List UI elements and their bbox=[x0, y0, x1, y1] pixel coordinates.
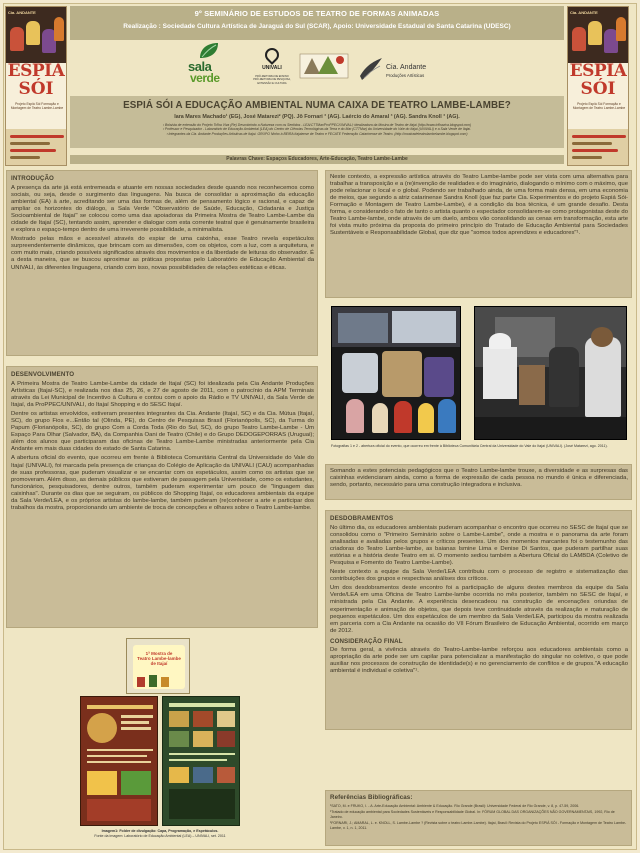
flyer-program-page bbox=[80, 696, 158, 826]
references-title: Referências Bibliográficas: bbox=[330, 794, 413, 801]
flyer-shows-page bbox=[162, 696, 240, 826]
reference-item: ¹SATO, M. e FRUKO, I. - A. Arte-Educação Ambiental: Ambiente & Educação. Rio Grande (Brasil): Universidade Federal de Rio Grande, v. 8, p. 47-59, 2006. bbox=[330, 804, 580, 808]
desdobramentos-paragraph-3: Um dos desdobramentos deste encontro foi a participação de alguns destes membros da equipe da Sala Verde/LEA em uma Oficina de Teatro Lambe-lambe ocorrida no mês posterior, também no SESC de Itajaí, e ministrada pela Cia Andante. A experiência desencadeou na construção de encenações oriundas de experimentação e animação de objetos, que depois teve continuidade através da realização e maturação de pequenos espetáculos. Um dos espetáculos de um membro da Sala Verde/LEA, participou da mostra realizada em parceria com a Cia Andante na ocasião do VII Fórum Brasileiro de Educação Ambiental, ocorrido em março de 2012. bbox=[330, 585, 628, 634]
development-paragraph-3: A abertura oficial do evento, que ocorreu em frente à Biblioteca Comunitária Central da Universidade do Vale do Itajaí (UNIVALI), foi marcada pela presença de crianças do Colégio de Aplicação da UNIVALI (CAU) acompanhadas de suas professoras, que puderam visualizar e se encantar com os espetáculos, assim como os artistas que se promoveram. Além disso, as demais públicos que estiveram de passagem pela Universidade, como os estudantes, funcionários, pesquisadores, dentre outros, também puderam experimentar um pouco de "linguagem das caixinhas". Durante os dias que se seguiram, os públicos do Shopping Itajaí, os educadores ambientais da equipe da Sala Verde/LEA, e os próprios artistas do lambe-lambe, também puderam (re)conhecer a arte e participar dos trabalhos da mostra, proporcionando um ambiente de troca de concepções e olhares sobre o Teatro Lambe-lambe. bbox=[11, 455, 314, 511]
logos-row bbox=[188, 42, 440, 90]
organization-line: Realização : Sociedade Cultura Artística de Jaraguá do Sul (SCAR), Apoio: Universidade Estadual de Santa Catarina (UDESC) bbox=[123, 23, 511, 30]
cia-andante-logo: Cia. Andante Produções Artísticas bbox=[358, 54, 438, 86]
reference-item: ¹Tratado de educação ambiental para Sociedades Sustentáveis e Responsabilidade Global. In: FÓRUM GLOBAL DAS ORGANIZAÇÕES NÃO GOVERNAMENTAIS, 1992, Rio de Janeiro. bbox=[330, 810, 615, 819]
side-poster-tagline: Projeto Espiá Sói Formação e Montagem de Teatro Lambe-Lambe bbox=[572, 102, 626, 111]
flyer-figure bbox=[76, 638, 244, 848]
desdobramentos-paragraph-2: Neste contexto a equipe da Sala Verde/LEA contribuiu com o processo de registro e sistematização das contribuições dos grupos e respectivas análises dos críticos. bbox=[330, 569, 628, 583]
development-section bbox=[6, 366, 318, 628]
intro-paragraph-1: A presença da arte já está entremeada e atuante em nossas sociedades desde quando nos reconhecemos como sociais, ou seja, desde o surgimento das linguagens. Na busca de consolidar a aproximação da educação ambiental (EA) à arte, acreditando ser uma das formas de, além de pensamento lógico e racional, e capaz de ampliar os horizontes do diálogo, a Sala Verde "Observatório de Saúde, Educação, Cidadania e Justiça Socioambiental de Itajaí" se colocou como uma das apoiadoras da Primeira Mostra de Teatro Lambe-Lambe da cidade de Itajaí (SC), tentando assim, aprender e dialogar com esta corrente teatral que é genuinamente brasileira e explora o espaço-tempo dentro de uma irreverente possibilidade, a minimalista. bbox=[11, 185, 314, 234]
flyer-title: 1ª Mostra de Teatro Lambe-lambe de Itajaí bbox=[137, 651, 181, 667]
desdobramentos-section bbox=[325, 510, 632, 730]
side-poster-title-2: SÓI bbox=[18, 79, 54, 99]
side-poster-image bbox=[6, 7, 66, 63]
diversity-section bbox=[325, 464, 632, 500]
side-poster-title-2: SÓI bbox=[580, 79, 616, 99]
photo-2 bbox=[474, 306, 627, 440]
development-paragraph-1: A Primeira Mostra de Teatro Lambe-Lambe da cidade de Itajaí (SC) foi idealizada pela Cia Andante Produções Artísticas (Itajaí-SC), e realizada nos dias 25, 26, e 27 de agosto de 2011, com o patrocínio da APM Terminais através da Lei Municipal de Incentivo à Cultura e contou com o apoio da Rádio e TV UNIVALI, da Sala Verde de Itajaí, da ProPPEC/UNIVALI, do Itajaí Shopping e do SESC Itajaí. bbox=[11, 381, 314, 409]
affiliation: ² Professor e Pesquisador - Laboratório de Educação Ambiental (LEA) do Centro de Ciências Tecnológicas da Terra e do Mar (CTTMar) da Universidade do Vale do Itajaí (UNIVALI) e a Sala Verde de Itajaí. bbox=[162, 127, 472, 132]
development-paragraph-2: Dentre os artistas envolvidos, estiveram presentes integrantes da Cia. Andante (Itajaí, SC) e da Cia. Mútua (Itajaí, SC), do grupo Fios e...Então tal (Olinda, PE), do Centro de Pesquisas Brasil (Florianópolis, SC), da Turma do Papum (Florianópolis, SC), do grupo Com a Corda Toda (Rio do Sul, SC), do grupo Teatro Lambe-Lambe - Um Espaço Para Olhar (Salvador, BA), da Companhia Oani de Teatro (Chile) e do Grupo DEDOGEPORRAS (Uruguai); além dos alunos que participaram das oficinas de Teatro Lambe-Lambe ministradas anteriormente pela Cia Andante em mais duas cidades do estado de Santa Catarina. bbox=[11, 411, 314, 453]
development-title: DESENVOLVIMENTO bbox=[11, 371, 75, 378]
keywords: Palavras Chave: Espaços Educadores, Arte-Educação, Teatro Lambe-Lambe bbox=[70, 155, 564, 164]
references-section bbox=[325, 790, 632, 846]
authors: Iara Mares Machado¹ (EG), José Matarezi² (PQ). Jô Fornari ³ (AG). Laércio do Amaral ³ (AG). Sandra Knoll ³ (AG). bbox=[174, 114, 460, 120]
seminar-title: 9º SEMINÁRIO DE ESTUDOS DE TEATRO DE FORMAS ANIMADAS bbox=[194, 9, 440, 18]
diversity-paragraph: Somando a estes potenciais pedagógicos que o Teatro Lambe-lambe trouxe, a diversidade e as surpresas das caixinhas evidenciaram ainda, como a forma de expressão de cada pessoa no mundo é única e diferenciada, sendo, portanto, necessário para uma construção integradora e inclusiva. bbox=[330, 468, 628, 489]
side-poster-footer bbox=[6, 129, 66, 165]
side-poster-label: Cia. ANDANTE bbox=[8, 10, 36, 15]
page-title: ESPIÁ SÓI A EDUCAÇÃO AMBIENTAL NUMA CAIXA DE TEATRO LAMBE-LAMBE? bbox=[123, 100, 511, 111]
context-paragraph: Neste contexto, a expressão artística através do Teatro Lambe-lambe pode ser vista com uma alternativa para trabalhar a transposição e a (re)invenção de realidades e do imaginário, dialogando o mínimo com o máximo, que pode relacionar o local e o global. Podendo ser trabalhado ainda, de uma forma mais densa, em uma economia de meios, que segundo a atriz catarinense Sandra Knoll (que faz parte Cia. Experimentos e do projeto Espiá Sói-Formação e Montagem de Teatro Lambe-Lambe), é a condição da boa técnica, é um grande desafio. Desta forma, e considerando o fato de tanto o artista quanto o espectador consolidarem-se como protagonistas deste do Teatro Lambe-lambe, onde através de um duelo, ambos vão consolidando as cenas em transformação, esta arte foi vista muito próxima da proposta do primeiro princípio do Tratado de Educação Ambiental para Sociedades Sustentáveis e Responsabilidade Global, que diz que "somos todos aprendizes e educadores"¹. bbox=[330, 174, 628, 237]
side-poster-title: ESPIA bbox=[569, 61, 627, 81]
leaf-icon bbox=[198, 42, 220, 60]
affiliation: ¹ Bolsista de extensão do Projeto Trilha Viva (Re) Descobrindo a Natureza com os Sentidos - LEA/CTTMar/ProPPEC/UNIVALI; idealizadora da Mostra de Teatro de Itajaí (http://www.trilhaviva.blogspot.com) bbox=[162, 123, 472, 127]
final-paragraph: De forma geral, a vivência através do Teatro-Lambe-lambe reforçou aos educadores ambientais como a apropriação da arte pode ser um capilar para potencializar a manifestação do singular no coletivo, o que pode auxiliar nos processos de construção de identidade(s) e no gerenciamento de conflitos e de grupos."A educação ambiental é individual e coletiva"¹. bbox=[330, 646, 628, 674]
intro-section bbox=[6, 170, 318, 356]
sala-verde-logo: sala verde bbox=[186, 42, 234, 88]
fecatte-logo-icon bbox=[298, 48, 350, 84]
photo-caption: Fotografias 1 e 2 - abertura oficial do evento, que ocorreu em frente à Biblioteca Comunitária Central da Universidade do Vale do Itajaí (UNIVALI). (José Matarezi, ago. 2011). bbox=[331, 444, 608, 448]
side-poster-footer bbox=[568, 129, 628, 165]
reference-item: ¹FORNARI, J.; AMARAL, L. e. KNOLL, S. Lambe-Lambe ? (Revista sobre o teatro Lambe-Lambe). Itajaí, Brasil: Revista do Projeto ESPIÁ SÓI - Formação e Montagem de Teatro Lambe-Lambe, v. 1, n. 1, 2011. bbox=[330, 821, 627, 830]
header-band bbox=[70, 6, 564, 40]
side-poster-title: ESPIA bbox=[7, 61, 65, 81]
desdobramentos-paragraph-1: No último dia, os educadores ambientais puderam acompanhar o encontro que ocorreu no SESC de Itajaí que se consolidou como o "Primeiro Seminário sobre o Lambe-Lambe", onde a mostra e o panorama da arte foram analisadas e avaliadas pelos grupos e críticos presentes. Um dos momentos marcantes foi o testemunho das criadoras do Teatro Lambe-lambe, as baianas Ismine Lima e Denise Di Santos, que puderam partilhar suas estórias e a história deste Teatro em si. O momento sediou também a Abertura Oficial do LAMBDA (Coletivo de Pesquisa e Fomento do Teatro Lambe-Lambe). bbox=[330, 525, 628, 567]
bird-icon bbox=[358, 54, 384, 84]
desdobramentos-title: DESDOBRAMENTOS bbox=[330, 515, 394, 522]
affiliation: ³ Integrantes da Cia. Andante Produções Artísticas de Itajaí. GRUPO Ninho à BEIRA Itajaiense de Teatro e FECATE Federação Catarinense de Teatro. (http://mostradeteatrolambelambe.blogspot.com) bbox=[166, 131, 468, 136]
final-title: CONSIDERAÇÃO FINAL bbox=[330, 637, 403, 645]
intro-title: INTRODUÇÃO bbox=[11, 175, 54, 182]
context-section bbox=[325, 170, 632, 298]
univali-logo: UNIVALI PRÓ-REITORIA DE ENSINO PRÓ-REITORIA DE PESQUISA, EXTENSÃO E CULTURA bbox=[252, 48, 292, 88]
side-poster-left bbox=[5, 6, 67, 166]
side-poster-image bbox=[568, 7, 628, 63]
title-band bbox=[70, 96, 564, 148]
side-poster-label: Cia. ANDANTE bbox=[570, 10, 598, 15]
univali-mark-icon bbox=[262, 45, 282, 65]
flyer-caption: Imagem1: Folder de divulgação: Capa, Programação, e Espetáculos. Fonte da imagem: Laboratório de Educação Ambiental (LEA) – UNIVALI, set. 2011 bbox=[94, 829, 226, 838]
side-poster-tagline: Projeto Espiá Sói Formação e Montagem de Teatro Lambe-Lambe bbox=[10, 102, 64, 111]
side-poster-right bbox=[567, 6, 629, 166]
flyer-cover bbox=[126, 638, 190, 694]
affiliations bbox=[80, 123, 554, 136]
intro-paragraph-2: Mostrado pelas mãos e acessível através do espiar de uma caixinha, esse Teatro revela espetáculos surpreendentemente dinâmicos, que brincam com as dimensões, com os objetos, com a luz, com a arquitetura, e com muito mais, criando possíveis significados através dos movimentos e da liberdade de leituras do observador. É a desta maneira, que se buscou aproximar as práticas propostas pelo Laboratório de Educação Ambiental da UNIVALI, às diferentes linguagens, criando com isso, novas possibilidades de relações estéticas e éticas. bbox=[11, 236, 314, 271]
photo-1 bbox=[331, 306, 461, 440]
